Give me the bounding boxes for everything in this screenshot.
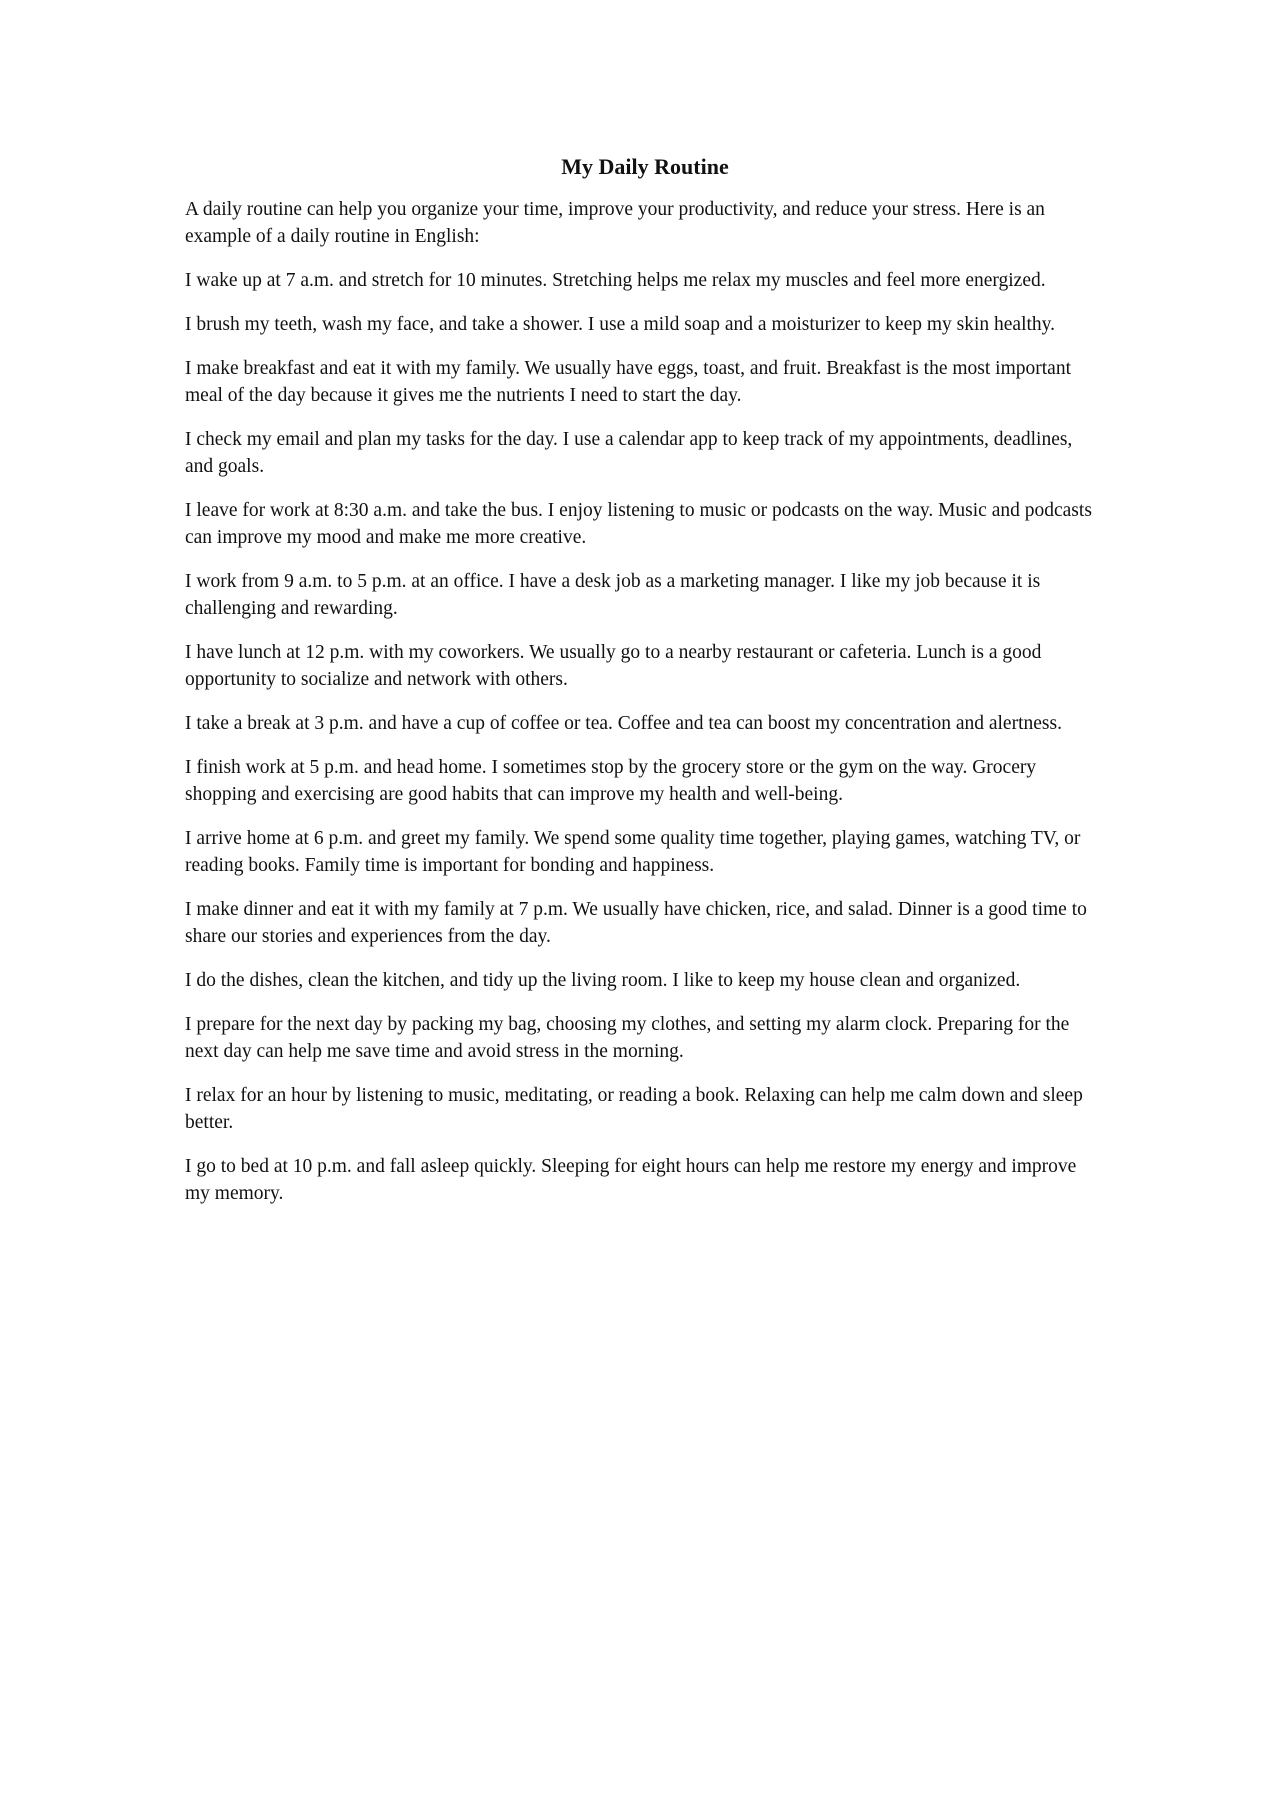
paragraph-finish-work: I finish work at 5 p.m. and head home. I sometimes stop by the grocery store or the gym on the way. Grocery shopping and exercising are good habits that can improve my health and well-being. — [185, 757, 1037, 805]
paragraph-work: I work from 9 a.m. to 5 p.m. at an office. I have a desk job as a marketing manager. I like my job because it is challenging and rewarding. — [185, 571, 1041, 619]
document-title: My Daily Routine — [561, 154, 729, 179]
paragraph-prepare: I prepare for the next day by packing my bag, choosing my clothes, and setting my alarm clock. Preparing for the next day can help me save time and avoid stress in the morning. — [185, 1014, 1070, 1062]
paragraph-planning: I check my email and plan my tasks for the day. I use a calendar app to keep track of my appointments, deadlines, and goals. — [185, 429, 1073, 477]
paragraph-bedtime: I go to bed at 10 p.m. and fall asleep quickly. Sleeping for eight hours can help me restore my energy and improve my memory. — [185, 1156, 1077, 1204]
paragraph-break: I take a break at 3 p.m. and have a cup of coffee or tea. Coffee and tea can boost my concentration and alertness. — [185, 713, 1062, 734]
paragraph-relax: I relax for an hour by listening to music, meditating, or reading a book. Relaxing can help me calm down and sleep better. — [185, 1085, 1083, 1133]
paragraph-dinner: I make dinner and eat it with my family at 7 p.m. We usually have chicken, rice, and salad. Dinner is a good time to share our stories and experiences from the day. — [185, 899, 1087, 947]
paragraph-chores: I do the dishes, clean the kitchen, and tidy up the living room. I like to keep my house clean and organized. — [185, 970, 1021, 991]
paragraph-lunch: I have lunch at 12 p.m. with my coworkers. We usually go to a nearby restaurant or cafeteria. Lunch is a good opportunity to socialize and network with others. — [185, 642, 1042, 690]
paragraph-wake-up: I wake up at 7 a.m. and stretch for 10 minutes. Stretching helps me relax my muscles and feel more energized. — [185, 270, 1046, 291]
paragraph-breakfast: I make breakfast and eat it with my family. We usually have eggs, toast, and fruit. Breakfast is the most important meal of the day because it gives me the nutrients I need to start the day. — [185, 358, 1071, 406]
paragraph-family-time: I arrive home at 6 p.m. and greet my family. We spend some quality time together, playing games, watching TV, or reading books. Family time is important for bonding and happiness. — [185, 828, 1081, 876]
paragraph-commute: I leave for work at 8:30 a.m. and take the bus. I enjoy listening to music or podcasts on the way. Music and podcasts can improve my mood and make me more creative. — [185, 500, 1092, 548]
paragraph-intro: A daily routine can help you organize your time, improve your productivity, and reduce your stress. Here is an example of a daily routine in English: — [185, 199, 1045, 247]
document-body — [185, 152, 1105, 1224]
paragraph-hygiene: I brush my teeth, wash my face, and take a shower. I use a mild soap and a moisturizer to keep my skin healthy. — [185, 314, 1056, 335]
